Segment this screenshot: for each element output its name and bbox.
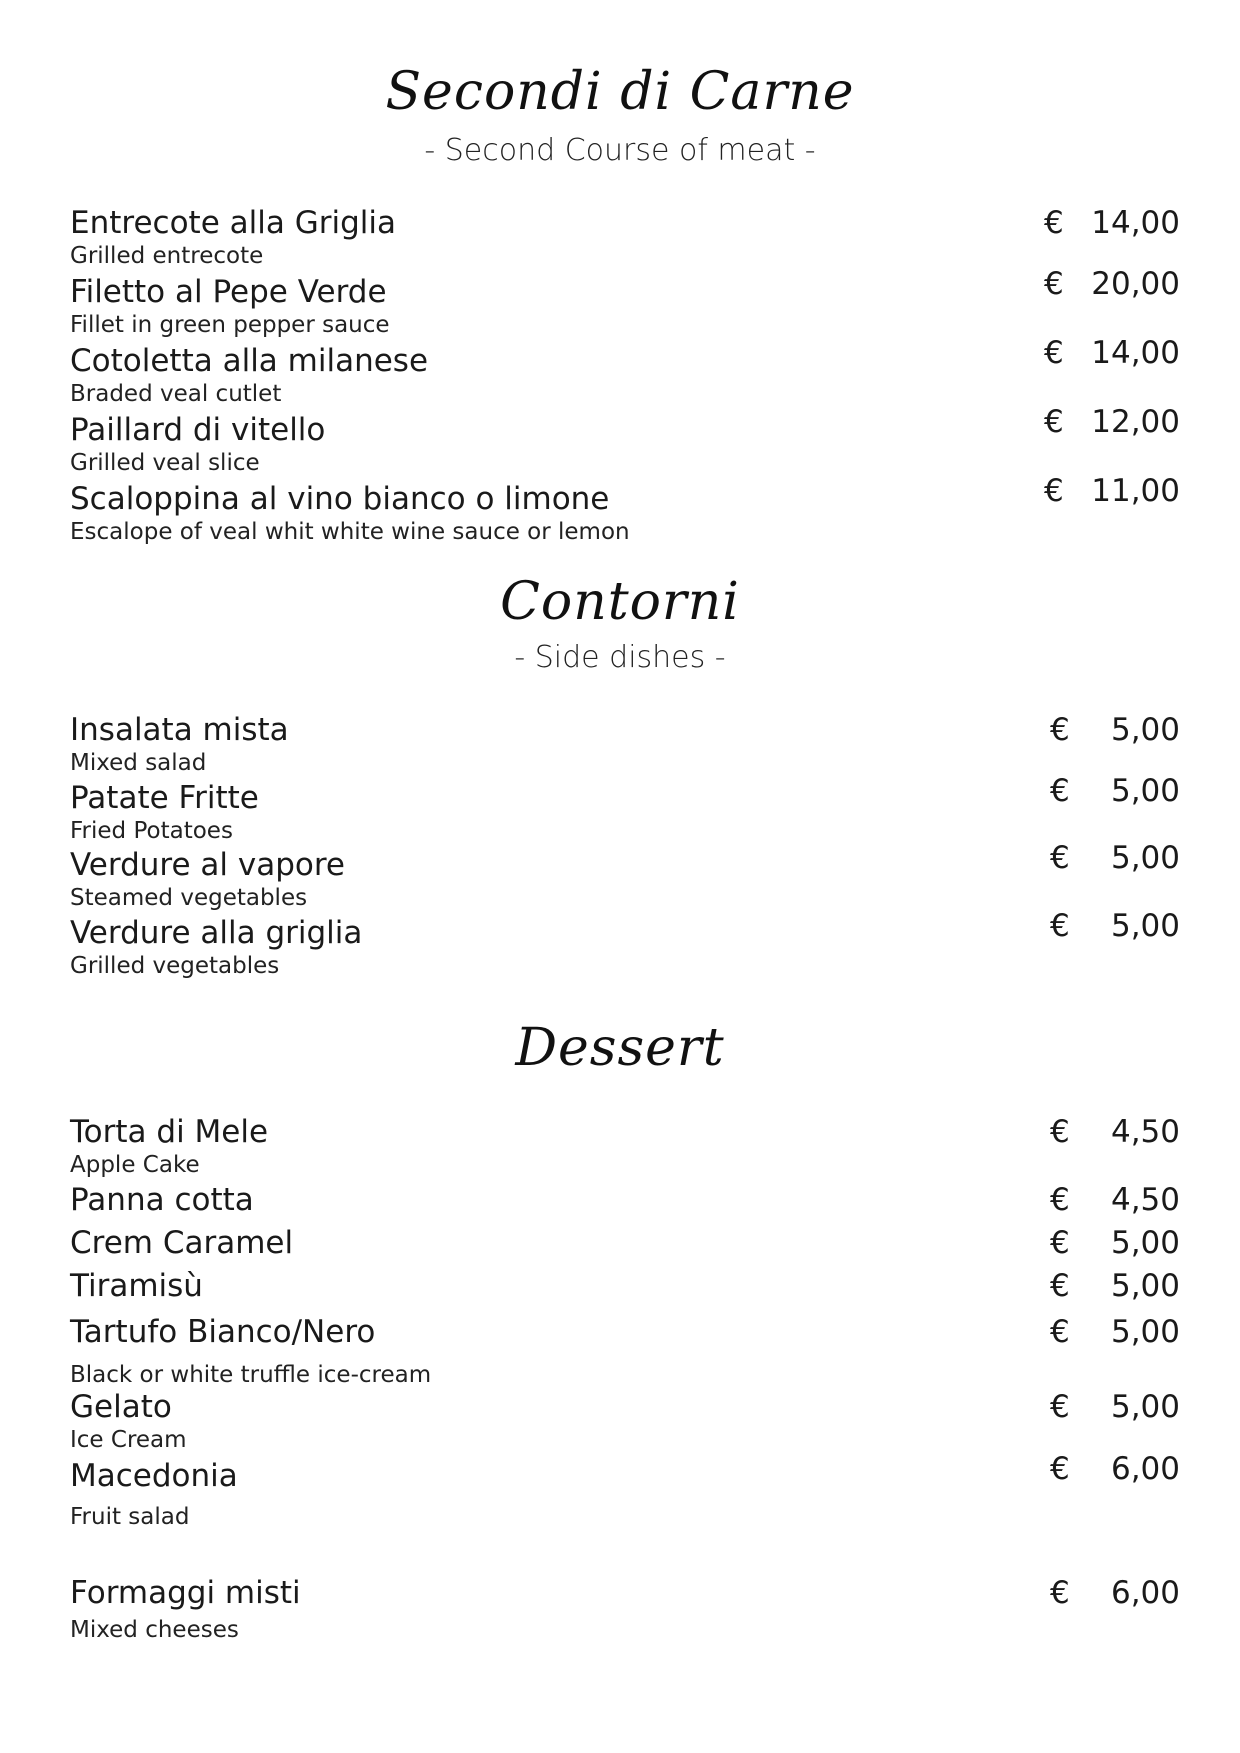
- section-title-dessert: Dessert: [515, 1018, 725, 1078]
- price-amount: 6,00: [1110, 1451, 1180, 1487]
- item-price: [1050, 1114, 1180, 1150]
- item-price: [1050, 712, 1180, 748]
- price-amount: 6,00: [1110, 1575, 1180, 1611]
- price-amount: 4,50: [1110, 1114, 1180, 1150]
- currency-symbol: €: [1050, 1182, 1070, 1218]
- item-price: [1044, 266, 1180, 302]
- item-name: Insalata mista: [70, 712, 289, 748]
- currency-symbol: €: [1050, 1389, 1070, 1425]
- item-price: [1050, 1389, 1180, 1425]
- item-price: [1044, 335, 1180, 371]
- price-amount: 5,00: [1110, 712, 1180, 748]
- item-description: Mixed salad: [70, 750, 207, 776]
- item-name: Scaloppina al vino bianco o limone: [70, 481, 610, 517]
- price-amount: 5,00: [1110, 1268, 1180, 1304]
- item-description: Mixed cheeses: [70, 1617, 239, 1643]
- item-description: Fried Potatoes: [70, 818, 233, 844]
- item-name: Patate Fritte: [70, 780, 259, 816]
- price-amount: 5,00: [1110, 908, 1180, 944]
- section-title-contorni: Contorni: [500, 572, 740, 632]
- item-name: Panna cotta: [70, 1182, 254, 1218]
- item-name: Gelato: [70, 1389, 172, 1425]
- currency-symbol: €: [1044, 473, 1064, 509]
- item-name: Paillard di vitello: [70, 412, 326, 448]
- item-price: [1050, 773, 1180, 809]
- item-description: Escalope of veal whit white wine sauce or lemon: [70, 519, 630, 545]
- item-description: Apple Cake: [70, 1152, 200, 1178]
- item-price: [1044, 473, 1180, 509]
- item-description: Braded veal cutlet: [70, 381, 282, 407]
- price-amount: 5,00: [1110, 840, 1180, 876]
- item-name: Macedonia: [70, 1458, 238, 1494]
- price-amount: 20,00: [1091, 266, 1180, 302]
- item-description: Ice Cream: [70, 1427, 187, 1453]
- currency-symbol: €: [1044, 404, 1064, 440]
- item-name: Formaggi misti: [70, 1575, 301, 1611]
- item-price: [1050, 1451, 1180, 1487]
- currency-symbol: €: [1050, 1314, 1070, 1350]
- currency-symbol: €: [1050, 773, 1070, 809]
- currency-symbol: €: [1044, 335, 1064, 371]
- section-subtitle-secondi: - Second Course of meat -: [424, 133, 816, 168]
- item-price: [1050, 1575, 1180, 1611]
- item-name: Crem Caramel: [70, 1225, 294, 1261]
- price-amount: 5,00: [1110, 1225, 1180, 1261]
- item-name: Cotoletta alla milanese: [70, 343, 429, 379]
- currency-symbol: €: [1044, 205, 1064, 241]
- currency-symbol: €: [1050, 1575, 1070, 1611]
- item-price: [1050, 1314, 1180, 1350]
- currency-symbol: €: [1044, 266, 1064, 302]
- section-title-secondi: Secondi di Carne: [385, 62, 855, 122]
- price-amount: 5,00: [1110, 1314, 1180, 1350]
- item-price: [1050, 908, 1180, 944]
- item-price: [1044, 404, 1180, 440]
- item-name: Torta di Mele: [70, 1114, 269, 1150]
- item-name: Verdure al vapore: [70, 847, 345, 883]
- item-name: Tartufo Bianco/Nero: [70, 1314, 376, 1350]
- currency-symbol: €: [1050, 1268, 1070, 1304]
- price-amount: 14,00: [1091, 335, 1180, 371]
- currency-symbol: €: [1050, 908, 1070, 944]
- item-description: Fruit salad: [70, 1504, 190, 1530]
- item-name: Verdure alla griglia: [70, 915, 363, 951]
- currency-symbol: €: [1050, 712, 1070, 748]
- currency-symbol: €: [1050, 1451, 1070, 1487]
- price-amount: 5,00: [1110, 1389, 1180, 1425]
- item-price: [1044, 205, 1180, 241]
- item-name: Entrecote alla Griglia: [70, 205, 396, 241]
- item-name: Tiramisù: [70, 1268, 203, 1304]
- item-description: Grilled vegetables: [70, 953, 280, 979]
- item-description: Fillet in green pepper sauce: [70, 312, 390, 338]
- item-price: [1050, 1225, 1180, 1261]
- currency-symbol: €: [1050, 1225, 1070, 1261]
- currency-symbol: €: [1050, 840, 1070, 876]
- section-subtitle-contorni: - Side dishes -: [514, 640, 726, 675]
- item-price: [1050, 840, 1180, 876]
- price-amount: 14,00: [1091, 205, 1180, 241]
- item-description: Steamed vegetables: [70, 885, 308, 911]
- item-name: Filetto al Pepe Verde: [70, 274, 387, 310]
- item-description: Grilled veal slice: [70, 450, 260, 476]
- price-amount: 11,00: [1091, 473, 1180, 509]
- item-price: [1050, 1182, 1180, 1218]
- price-amount: 4,50: [1110, 1182, 1180, 1218]
- item-description: Grilled entrecote: [70, 243, 264, 269]
- item-price: [1050, 1268, 1180, 1304]
- price-amount: 5,00: [1110, 773, 1180, 809]
- item-description: Black or white truffle ice-cream: [70, 1362, 432, 1388]
- price-amount: 12,00: [1091, 404, 1180, 440]
- currency-symbol: €: [1050, 1114, 1070, 1150]
